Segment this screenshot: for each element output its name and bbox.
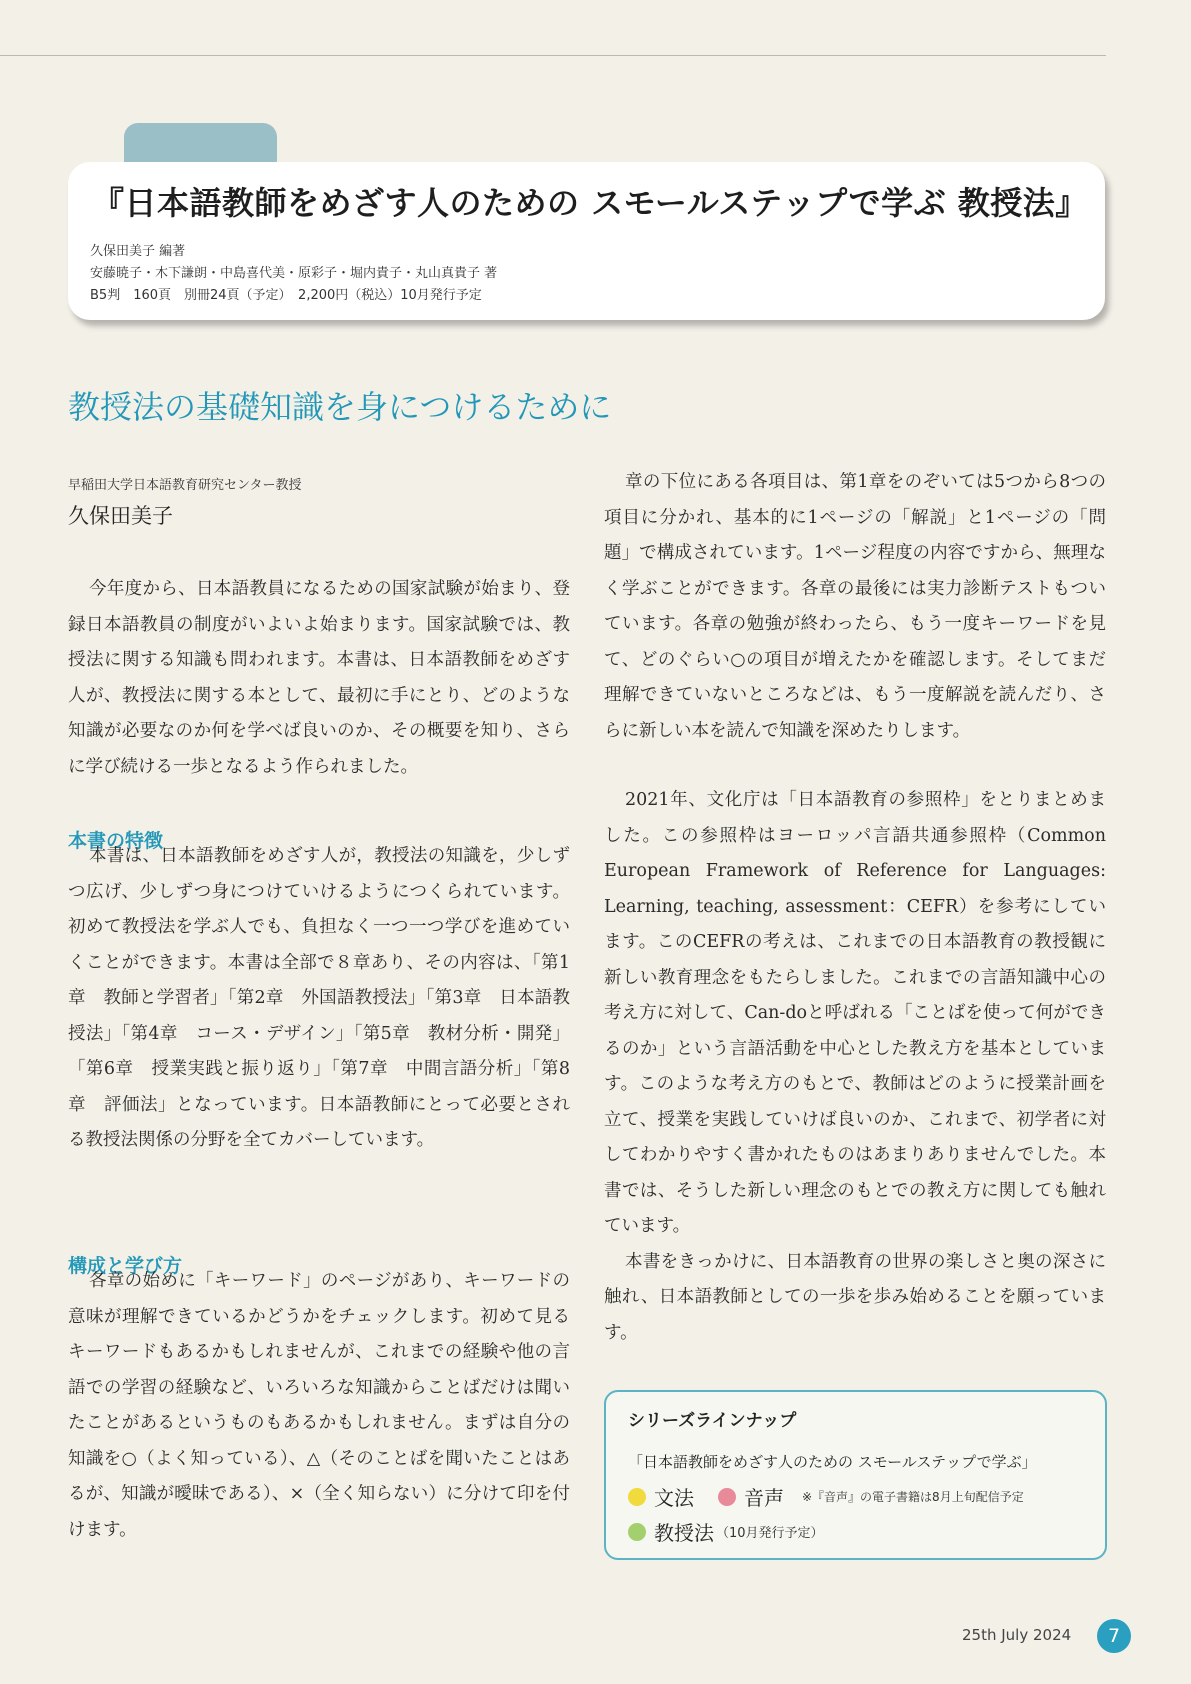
footer-date: 25th July 2024: [962, 1626, 1072, 1644]
book-editor: 久保田美子 編著: [90, 244, 186, 259]
green-dot-icon: [628, 1523, 646, 1541]
top-rule: [0, 55, 1106, 56]
book-authors: 安藤暁子・木下謙朗・中島喜代美・原彩子・堀内貴子・丸山真貴子 著: [90, 266, 498, 281]
article-headline: 教授法の基礎知識を身につけるために: [68, 388, 612, 426]
author-affiliation: 早稲田大学日本語教育研究センター教授: [68, 478, 302, 493]
structure-column: [68, 1264, 570, 1548]
pink-dot-icon: [718, 1488, 736, 1506]
right-column-top: [604, 465, 1106, 749]
series-audio-note: ※『音声』の電子書籍は8月上旬配信予定: [802, 1490, 1024, 1504]
series-method-note: （10月発行予定）: [716, 1526, 824, 1541]
closing-paragraph: 本書をきっかけに、日本語教育の世界の楽しさと奥の深さに触れ、日本語教師としての一歩を歩み始めることを願っています。: [604, 1251, 1106, 1343]
series-item-grammar: 文法: [654, 1486, 694, 1510]
series-lineup-box: [604, 1390, 1107, 1560]
page-number: 7: [1097, 1619, 1131, 1653]
book-info-card: [68, 162, 1105, 320]
features-column: [68, 839, 570, 1159]
intro-paragraph: 今年度から、日本語教員になるための国家試験が始まり、登録日本語教員の制度がいよいよ始まります。国家試験では、教授法に関する知識も問われます。本書は、日本語教師をめざす人が、教授法に関する本として、最初に手にとり、どのような知識が必要なのか何を学べば良いのか、その概要を知り、さらに学び続ける一歩となるよう作られました。: [68, 579, 570, 777]
reference-framework-paragraph: 2021年、文化庁は「日本語教育の参照枠」をとりまとめました。この参照枠はヨーロッパ言語共通参照枠（Common European Framework of Reference for Languages: Learning, teaching, assessment：CEFR）を参考にしています。このCEFRの考えは、これまでの日本語教育の教授観に新しい教育理念をもたらしました。これまでの言語知識中心の考え方に対して、Can-doと呼ばれる「ことばを使って何ができるのか」という言語活動を中心とした教え方を基本としています。このような考え方のもとで、教師はどのように授業計画を立て、授業を実践していけば良いのか、これまで、初学者に対してわかりやすく書かれたものはあまりありませんでした。本書では、そうした新しい理念のもとでの教え方に関しても触れています。: [604, 790, 1106, 1236]
series-row-first: [628, 1482, 1024, 1511]
series-item-phonetics: 音声: [744, 1486, 784, 1510]
series-title: シリーズラインナップ: [628, 1411, 797, 1431]
right-column-bottom: [604, 783, 1106, 1351]
chapter-structure-paragraph: 章の下位にある各項目は、第1章をのぞいては5つから8つの項目に分かれ、基本的に1ページの「解説」と1ページの「問題」で構成されています。1ページ程度の内容ですから、無理なく学ぶことができます。各章の最後には実力診断テストもついています。各章の勉強が終わったら、もう一度キーワードを見て、どのぐらい○の項目が増えたかを確認します。そしてまだ理解できていないところなどは、もう一度解説を読んだり、さらに新しい本を読んで知識を深めたりします。: [604, 472, 1106, 741]
section-heading-structure: 構成と学び方: [68, 1255, 183, 1277]
series-row-second: [628, 1517, 824, 1546]
author-name: 久保田美子: [68, 504, 173, 528]
features-paragraph: 本書は、日本語教師をめざす人が，教授法の知識を，少しずつ広げ、少しずつ身につけていけるようにつくられています。初めて教授法を学ぶ人でも、負担なく一つ一つ学びを進めていくことができます。本書は全部で８章あり、その内容は、「第1章 教師と学習者」「第2章 外国語教授法」「第3章 日本語教授法」「第4章 コース・デザイン」「第5章 教材分析・開発」「第6章 授業実践と振り返り」「第7章 中間言語分析」「第8章 評価法」となっています。日本語教師にとって必要とされる教授法関係の分野を全てカバーしています。: [68, 846, 570, 1150]
intro-column: [68, 572, 570, 785]
series-subtitle: 「日本語教師をめざす人のための スモールステップで学ぶ」: [628, 1453, 1037, 1471]
series-item-teaching-methods: 教授法: [654, 1521, 714, 1545]
book-title: 『日本語教師をめざす人のための スモールステップで学ぶ 教授法』: [92, 184, 1088, 222]
section-heading-features: 本書の特徴: [68, 830, 164, 852]
book-specs: B5判 160頁 別冊24頁（予定） 2,200円（税込）10月発行予定: [90, 288, 482, 303]
yellow-dot-icon: [628, 1488, 646, 1506]
structure-paragraph: 各章の始めに「キーワード」のページがあり、キーワードの意味が理解できているかどうかをチェックします。初めて見るキーワードもあるかもしれませんが、これまでの経験や他の言語での学習の経験など、いろいろな知識からことばだけは聞いたことがあるというものもあるかもしれません。まずは自分の知識を○（よく知っている）、△（そのことばを聞いたことはあるが、知識が曖昧である）、×（全く知らない）に分けて印を付けます。: [68, 1271, 570, 1540]
